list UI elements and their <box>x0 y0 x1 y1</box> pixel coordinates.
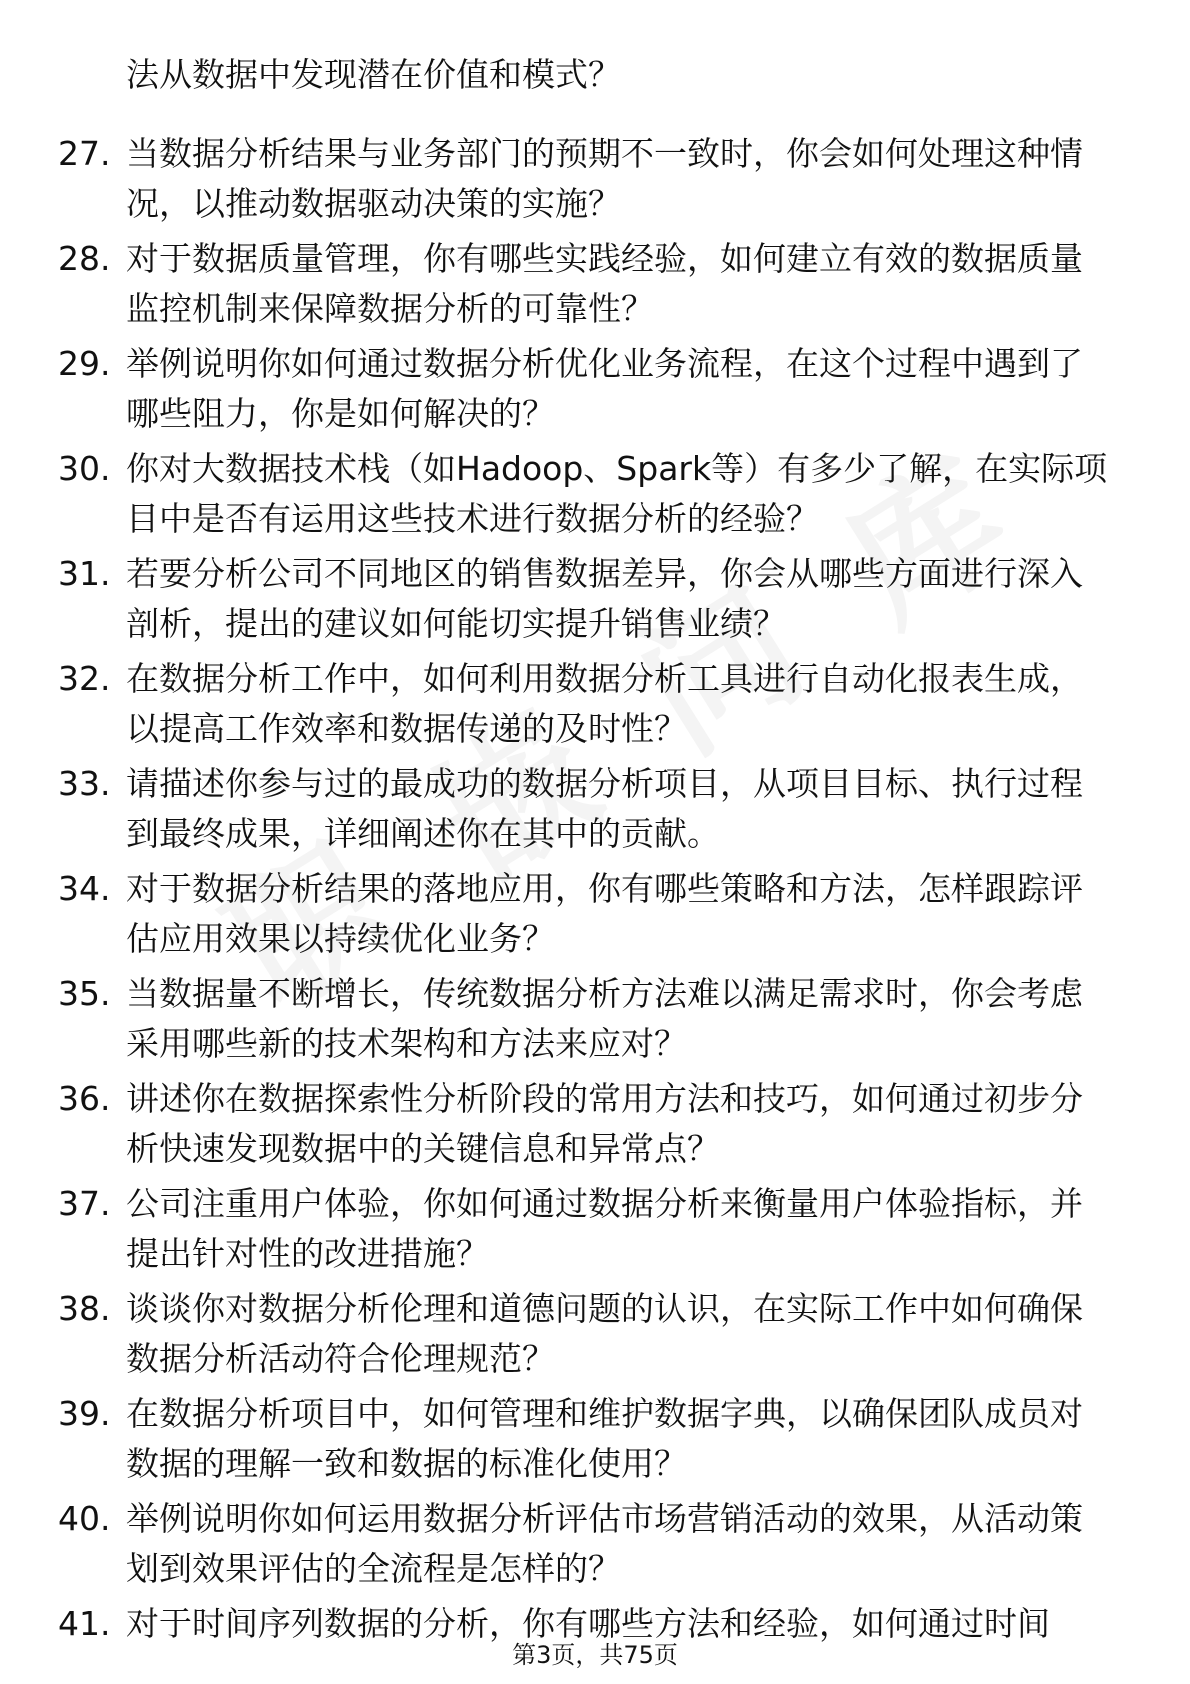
question-text: 在数据分析工作中，如何利用数据分析工具进行自动化报表生成，以提高工作效率和数据传递的及时性？ <box>126 659 1083 748</box>
question-item <box>0 549 1190 646</box>
question-text: 对于数据质量管理，你有哪些实践经验，如何建立有效的数据质量监控机制来保障数据分析的可靠性？ <box>126 239 1083 328</box>
question-list <box>0 48 1190 1657</box>
question-number: 32. <box>58 659 111 698</box>
question-number: 38. <box>58 1289 111 1328</box>
question-text: 你对大数据技术栈（如Hadoop、Spark等）有多少了解，在实际项目中是否有运用这些技术进行数据分析的经验？ <box>126 449 1108 538</box>
question-text: 请描述你参与过的最成功的数据分析项目，从项目目标、执行过程到最终成果，详细阐述你在其中的贡献。 <box>126 764 1083 853</box>
question-continuation: 法从数据中发现潜在价值和模式？ <box>126 55 621 94</box>
question-number: 31. <box>58 554 111 593</box>
question-number: 39. <box>58 1394 111 1433</box>
question-item <box>0 129 1190 226</box>
question-text: 对于数据分析结果的落地应用，你有哪些策略和方法，怎样跟踪评估应用效果以持续优化业务？ <box>126 869 1083 958</box>
question-text: 举例说明你如何运用数据分析评估市场营销活动的效果，从活动策划到效果评估的全流程是怎样的？ <box>126 1499 1083 1588</box>
question-number: 30. <box>58 449 111 488</box>
question-item <box>0 969 1190 1066</box>
question-text: 若要分析公司不同地区的销售数据差异，你会从哪些方面进行深入剖析，提出的建议如何能切实提升销售业绩？ <box>126 554 1083 643</box>
question-item <box>0 444 1190 541</box>
page-footer: 第3页，共75页 <box>512 1641 678 1669</box>
question-number: 35. <box>58 974 111 1013</box>
question-text: 当数据量不断增长，传统数据分析方法难以满足需求时，你会考虑采用哪些新的技术架构和方法来应对？ <box>126 974 1083 1063</box>
question-text: 在数据分析项目中，如何管理和维护数据字典，以确保团队成员对数据的理解一致和数据的标准化使用？ <box>126 1394 1083 1483</box>
question-text: 公司注重用户体验，你如何通过数据分析来衡量用户体验指标，并提出针对性的改进措施？ <box>126 1184 1083 1273</box>
question-item <box>0 864 1190 961</box>
question-number: 37. <box>58 1184 111 1223</box>
question-text: 讲述你在数据探索性分析阶段的常用方法和技巧，如何通过初步分析快速发现数据中的关键信息和异常点？ <box>126 1079 1083 1168</box>
question-item <box>0 1284 1190 1381</box>
question-number: 36. <box>58 1079 111 1118</box>
question-item <box>0 1074 1190 1171</box>
question-item <box>0 234 1190 331</box>
question-item <box>0 1494 1190 1591</box>
question-text: 谈谈你对数据分析伦理和道德问题的认识，在实际工作中如何确保数据分析活动符合伦理规范？ <box>126 1289 1083 1378</box>
question-item <box>0 654 1190 751</box>
question-text: 对于时间序列数据的分析，你有哪些方法和经验，如何通过时间 <box>126 1604 1050 1643</box>
question-number: 27. <box>58 134 111 173</box>
question-number: 33. <box>58 764 111 803</box>
question-text: 当数据分析结果与业务部门的预期不一致时，你会如何处理这种情况，以推动数据驱动决策的实施？ <box>126 134 1083 223</box>
question-item <box>0 339 1190 436</box>
question-item <box>0 759 1190 856</box>
question-text: 举例说明你如何通过数据分析优化业务流程，在这个过程中遇到了哪些阻力，你是如何解决的？ <box>126 344 1083 433</box>
question-number: 40. <box>58 1499 111 1538</box>
question-item <box>0 1389 1190 1486</box>
question-item <box>0 1179 1190 1276</box>
question-number: 41. <box>58 1604 111 1643</box>
question-number: 28. <box>58 239 111 278</box>
question-number: 34. <box>58 869 111 908</box>
question-number: 29. <box>58 344 111 383</box>
